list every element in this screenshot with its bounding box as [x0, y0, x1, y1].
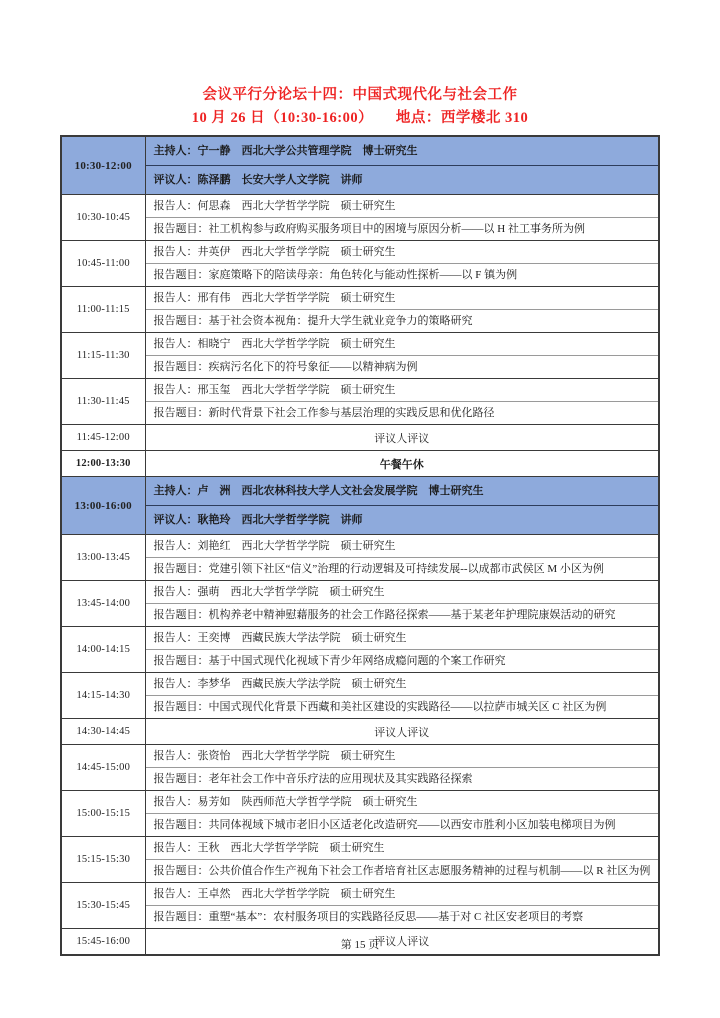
- plenary-text: 评议人评议: [145, 719, 659, 745]
- report-row: [61, 673, 659, 719]
- report-topic-line: 报告题目：中国式现代化背景下西藏和美社区建设的实践路径——以拉萨市城关区 C 社区为例: [153, 701, 607, 713]
- time-cell: 14:15-14:30: [61, 673, 145, 719]
- time-cell: 13:00-13:45: [61, 535, 145, 581]
- time-cell: 15:30-15:45: [61, 883, 145, 929]
- report-topic-line: 报告题目：家庭策略下的陪读母亲：角色转化与能动性探析——以 F 镇为例: [153, 269, 518, 281]
- time-cell: 15:00-15:15: [61, 791, 145, 837]
- page-subtitle-date-location: 10 月 26 日（10:30-16:00） 地点：西学楼北 310: [191, 110, 529, 126]
- report-speaker-line: 报告人：邢有伟 西北大学哲学学院 硕士研究生: [146, 287, 659, 310]
- time-cell: 15:15-15:30: [61, 837, 145, 883]
- time-cell: 14:30-14:45: [61, 719, 145, 745]
- report-speaker-line: 报告人：何思森 西北大学哲学学院 硕士研究生: [146, 195, 659, 218]
- report-speaker-line: 报告人：刘艳红 西北大学哲学学院 硕士研究生: [146, 535, 659, 558]
- plenary-text: 评议人评议: [145, 425, 659, 451]
- session-host-line: 主持人：宁一静 西北大学公共管理学院 博士研究生: [146, 137, 659, 166]
- report-topic-line: 报告题目：新时代背景下社会工作参与基层治理的实践反思和优化路径: [153, 407, 495, 419]
- plenary-row: [61, 451, 659, 477]
- report-speaker-line: 报告人：邢玉玺 西北大学哲学学院 硕士研究生: [146, 379, 659, 402]
- session-reviewer-line: 评议人：耿艳玲 西北大学哲学学院 讲师: [153, 514, 363, 526]
- report-row: [61, 333, 659, 379]
- report-speaker-line: 报告人：张资怡 西北大学哲学学院 硕士研究生: [146, 745, 659, 768]
- report-speaker-line: 报告人：强萌 西北大学哲学学院 硕士研究生: [146, 581, 659, 604]
- plenary-text: 评议人评议: [145, 929, 659, 955]
- report-topic-line: 报告题目：共同体视域下城市老旧小区适老化改造研究——以西安市胜利小区加装电梯项目为例: [153, 819, 616, 831]
- report-topic-line: 报告题目：党建引领下社区“信义”治理的行动逻辑及可持续发展--以成都市武侯区 M 小区为例: [153, 563, 604, 575]
- session-header-row: [61, 136, 659, 195]
- report-row: [61, 745, 659, 791]
- report-row: [61, 535, 659, 581]
- report-speaker-line: 报告人：易芳如 陕西师范大学哲学学院 硕士研究生: [146, 791, 659, 814]
- time-cell: 11:00-11:15: [61, 287, 145, 333]
- report-speaker-line: 报告人：李梦华 西藏民族大学法学院 硕士研究生: [146, 673, 659, 696]
- plenary-row: [61, 719, 659, 745]
- session-host-line: 主持人：卢 洲 西北农林科技大学人文社会发展学院 博士研究生: [146, 477, 659, 506]
- report-topic-line: 报告题目：机构养老中精神慰藉服务的社会工作路径探索——基于某老年护理院康娱活动的研究: [153, 609, 616, 621]
- plenary-row: [61, 425, 659, 451]
- time-cell: 14:45-15:00: [61, 745, 145, 791]
- time-cell: 11:30-11:45: [61, 379, 145, 425]
- page-number: 第 15 页: [340, 939, 380, 951]
- page-title: 会议平行分论坛十四：中国式现代化与社会工作: [202, 87, 518, 103]
- report-topic-line: 报告题目：重塑“基本”：农村服务项目的实践路径反思——基于对 C 社区安老项目的考察: [153, 911, 584, 923]
- time-cell: 10:45-11:00: [61, 241, 145, 287]
- time-cell: 11:15-11:30: [61, 333, 145, 379]
- report-row: [61, 287, 659, 333]
- time-cell: 10:30-10:45: [61, 195, 145, 241]
- time-cell: 10:30-12:00: [61, 136, 145, 195]
- report-speaker-line: 报告人：王卓然 西北大学哲学学院 硕士研究生: [146, 883, 659, 906]
- report-row: [61, 195, 659, 241]
- report-row: [61, 627, 659, 673]
- report-row: [61, 791, 659, 837]
- report-speaker-line: 报告人：井英伊 西北大学哲学学院 硕士研究生: [146, 241, 659, 264]
- page-title-block: [0, 0, 720, 130]
- report-topic-line: 报告题目：社工机构参与政府购买服务项目中的困境与原因分析——以 H 社工事务所为例: [153, 223, 585, 235]
- time-cell: 15:45-16:00: [61, 929, 145, 955]
- report-speaker-line: 报告人：王秋 西北大学哲学学院 硕士研究生: [146, 837, 659, 860]
- report-row: [61, 241, 659, 287]
- time-cell: 11:45-12:00: [61, 425, 145, 451]
- session-header-row: [61, 477, 659, 535]
- schedule-table-body: [61, 136, 659, 955]
- report-topic-line: 报告题目：公共价值合作生产视角下社会工作者培育社区志愿服务精神的过程与机制——以 R 社区为例: [153, 865, 651, 877]
- report-row: [61, 883, 659, 929]
- report-topic-line: 报告题目：基于中国式现代化视域下青少年网络成瘾问题的个案工作研究: [153, 655, 506, 667]
- report-row: [61, 379, 659, 425]
- report-row: [61, 581, 659, 627]
- report-speaker-line: 报告人：相晓宁 西北大学哲学学院 硕士研究生: [146, 333, 659, 356]
- session-reviewer-line: 评议人：陈泽鹏 长安大学人文学院 讲师: [153, 174, 363, 186]
- plenary-text: 午餐午休: [145, 451, 659, 477]
- time-cell: 13:00-16:00: [61, 477, 145, 535]
- report-topic-line: 报告题目：疾病污名化下的符号象征——以精神病为例: [153, 361, 418, 373]
- report-topic-line: 报告题目：老年社会工作中音乐疗法的应用现状及其实践路径探索: [153, 773, 473, 785]
- report-speaker-line: 报告人：王奕博 西藏民族大学法学院 硕士研究生: [146, 627, 659, 650]
- time-cell: 14:00-14:15: [61, 627, 145, 673]
- report-topic-line: 报告题目：基于社会资本视角：提升大学生就业竞争力的策略研究: [153, 315, 473, 327]
- time-cell: 12:00-13:30: [61, 451, 145, 477]
- schedule-table: [60, 135, 660, 956]
- report-row: [61, 837, 659, 883]
- time-cell: 13:45-14:00: [61, 581, 145, 627]
